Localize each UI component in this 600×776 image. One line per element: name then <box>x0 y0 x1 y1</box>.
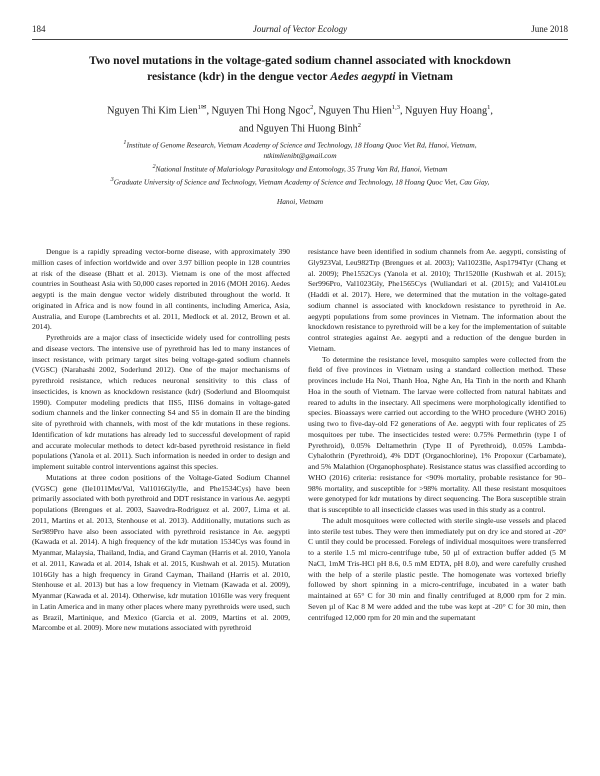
affiliation-3-city: Hanoi, Vietnam <box>276 196 324 206</box>
title-species: Aedes aegypti <box>330 69 396 83</box>
affiliation-1-text: Institute of Genome Research, Vietnam Academy of Science and Technology, 18 Hoang Quoc Viet Rd, Hanoi, Vietnam, <box>126 140 477 150</box>
author-2: Nguyen Thi Hong Ngoc <box>211 105 311 117</box>
author-list <box>50 100 550 137</box>
title-line-2-suffix: in Vietnam <box>395 69 453 83</box>
article-title <box>50 53 550 84</box>
title-line-2-prefix: resistance (kdr) in the dengue vector <box>147 69 331 83</box>
author-2-affil: 2 <box>310 104 314 111</box>
body-column-right <box>308 247 566 755</box>
affiliation-2 <box>36 162 564 175</box>
affiliation-1 <box>36 138 564 151</box>
journal-name: Journal of Vector Ecology <box>252 24 348 34</box>
affiliation-3 <box>36 175 564 188</box>
affiliation-3-text: Graduate University of Science and Technology, Vietnam Academy of Science and Technology, 18 Hoang Quoc Viet, Cau Giay, <box>113 177 490 187</box>
author-5-affil: 2 <box>357 122 361 130</box>
page-number: 184 <box>32 24 46 34</box>
author-separator: , <box>206 105 212 117</box>
affiliation-2-text: National Institute of Malariology Parasitology and Entomology, 35 Trung Van Rd, Hanoi, Vietnam <box>155 164 448 174</box>
body-column-left <box>32 247 290 755</box>
author-4: Nguyen Huy Hoang <box>405 105 488 117</box>
affiliation-spacer <box>36 189 564 197</box>
header-rule <box>32 39 568 40</box>
affiliation-3-marker: 3 <box>110 177 114 184</box>
running-header <box>32 24 568 38</box>
paragraph: Pyrethroids are a major class of insecticide widely used for controlling pests and disease vectors. The intensive use of pyrethroid has led to many instances of insect resistance, with primary target sites being voltage-gated sodium channels (VGSC) (Narahashi 2002, Soderlund 2012). One of the major mechanisms of pyrethroid resistance, which reduces neuronal sensitivity to this class of insecticides, is known as knockdown resistance (kdr) (Soderlund and Bloomquist 1990). Computer modeling predicts that IIS5, IIIS6 domains in voltage-gated sodium channels and the linker connecting S4 and S5 in domain II are the binding site of pyrethroid with channels, with most of the kdr mutations in these regions. Identification of kdr mutations has already led to successful development of rapid and accurate molecular methods to detect kdr-based pyrethroid resistance in field populations (Yanola et al. 2011). Such information is needed in order to design and implement suitable control interventions against this species. <box>32 333 290 471</box>
author-separator: , <box>313 105 319 117</box>
author-3: Nguyen Thu Hien <box>318 105 392 117</box>
affiliation-1-marker: 1 <box>123 140 127 146</box>
author-5: and Nguyen Thi Huong Binh <box>239 123 358 135</box>
paragraph-continued: resistance have been identified in sodium channels from Ae. aegypti, consisting of Gly923Val, Leu982Trp (Brengues et al. 2003); Val1023Ile, Asp1794Tyr (Chang et al. 2009); Phe1552Cys (Yanola et al. 2010); Thr1520Ile (Kushwah et al. 2015); Ser996Pro, Val1023Gly, Phe1565Cys (Wuliandari et al. (2015); and Val410Leu (Haddi et al. 2017). Here, we determined that the mutation in the voltage-gated sodium channel is associated with knockdown resistance to pyrethroid in Ae. aegypti populations from some provinces in Vietnam. The information about the knockdown resistance to pyrethroid will be a key for the implementation of suitable control strategies against Ae. aegypti and a reduction of the dengue burden in Vietnam. <box>308 247 566 353</box>
corresponding-email[interactable]: ntkimlienibt@gmail.com <box>263 151 337 161</box>
author-1-affil: 1✉ <box>197 104 207 111</box>
affiliations <box>36 138 564 207</box>
paragraph: Mutations at three codon positions of the Voltage-Gated Sodium Channel (VGSC) gene (Ile1011Met/Val, Val1016Gly/Ile, and Phe1534Cys) have been primarily associated with both pyrethroid and DDT resistance in various Ae. aegypti populations (Brengues et al. 2003, Saavedra-Rodriguez et al. 2007, Lima et al. 2011, Martins et al. 2013, Stenhouse et al. 2013). Additionally, mutations such as Ser989Pro have also been associated with pyrethroid resistance in Ae. aegypti (Kawada et al. 2014). A high frequency of the kdr mutation 1534Cys was found in Myanmar, Malaysia, Thailand, India, and Grand Cayman (Harris et al. 2010, Yanola et al. 2011, Kawada et al. 2014, Ishak et al. 2015, Kushwah et al. 2015). Mutation 1016Gly has a high frequency in Grand Cayman, Thailand (Harris et al. 2010, Stenhouse et al. 2013) but has a low frequency in Vietnam (Kawada et al. 2009), Myanmar (Kawada et al. 2014). Otherwise, kdr mutation 1016Ile was very frequent in Latin America and in many other places where many pyrethroids were used, such as Brazil, Martinique, and Mexico (Garcia et al. 2009, Martins et al. 2009, Marcombe et al. 2009). More new mutations associated with pyrethroid <box>32 472 290 633</box>
author-separator: , <box>399 105 406 117</box>
author-1: Nguyen Thi Kim Lien <box>107 105 198 117</box>
affiliation-2-marker: 2 <box>152 164 156 171</box>
author-line-1 <box>50 100 550 118</box>
author-separator: , <box>490 105 493 117</box>
author-line-2 <box>50 118 550 136</box>
title-line-2 <box>50 69 550 85</box>
title-line-1: Two novel mutations in the voltage-gated sodium channel associated with knockdown <box>89 54 511 67</box>
paragraph: To determine the resistance level, mosquito samples were collected from the field of five provinces in Vietnam using a standard collection method. These provinces include Ha Noi, Thanh Hoa, Nghe An, Ha Tinh in the north and Khanh Hoa in the south of Vietnam. The larvae were collected from natural habitats and reared to adults in the insectary. All specimens were morphologically identified to species. Bioassays were carried out according to the WHO procedure (WHO 2016) using two to five-day-old F2 generations of Ae. aegypti with four replicates of 25 mosquitoes per tube. The insecticides tested were: 0.75% Permethrin (type I of Pyrethroid), 0.05% Deltamethrin (Type II of Pyrethroid), 0.05% Lambda-Cyhalothrin (Pyrethroid), 4% DDT (Organochlorine), 1% Propoxur (Carbamate), and 5% Malathion (Organophosphate). Resistance status was classified according to WHO (2016) criteria: resistance for <90% mortality, probable resistance for 90–98% mortality, and susceptible for >98% mortality. All these resistant mosquitoes were genotyped for kdr mutations by direct sequencing. The Bora susceptible strain that is susceptible to all insecticide classes was used in this study as a control. <box>308 354 566 514</box>
paragraph: The adult mosquitoes were collected with sterile single-use vessels and placed into sterile test tubes. They were then immediately put on dry ice and stored at -20° C until they could be processed. Forelegs of individual mosquitoes were transferred to a sterile 1.5 ml micro-centrifuge tube, 50 µl of extraction buffer added (5 M NaCl, 1mM Tris-HCl pH 8.6, 0.5 mM EDTA, pH 8.0), and were carefully crushed with the help of a sterile plastic pestle. The homogenate was vortexed briefly followed by short spinning in a micro-centrifuge, incubated in a water bath maintained at 65° C for 30 min and finally centrifuged at 8,000 rpm for 2 min. Seven µl of Kac 8 M were added and the tube was kept at -20° C for 30 min, then centrifuged 12,000 rpm for 20 min and the supernatant <box>308 515 566 622</box>
paragraph: Dengue is a rapidly spreading vector-borne disease, with approximately 390 million cases of infection worldwide and over 3.97 billion people in 128 countries at risk of the disease (Bhatt et al. 2013). Vietnam is one of the most affected countries in Southeast Asia with 50,000 cases reported in 2016 (MOH 2016). Aedes aegypti is the main dengue vector widely distributed throughout the world. It originated in Africa and is now found in all continents, including America, Asia, Australia, and Europe (Lambrechts et al. 2011, Medlock et al. 2012, Brown et al. 2014). <box>32 247 290 332</box>
author-3-affil: 1,3 <box>391 104 400 111</box>
author-4-affil: 1 <box>487 104 491 111</box>
issue-date: June 2018 <box>531 24 568 34</box>
